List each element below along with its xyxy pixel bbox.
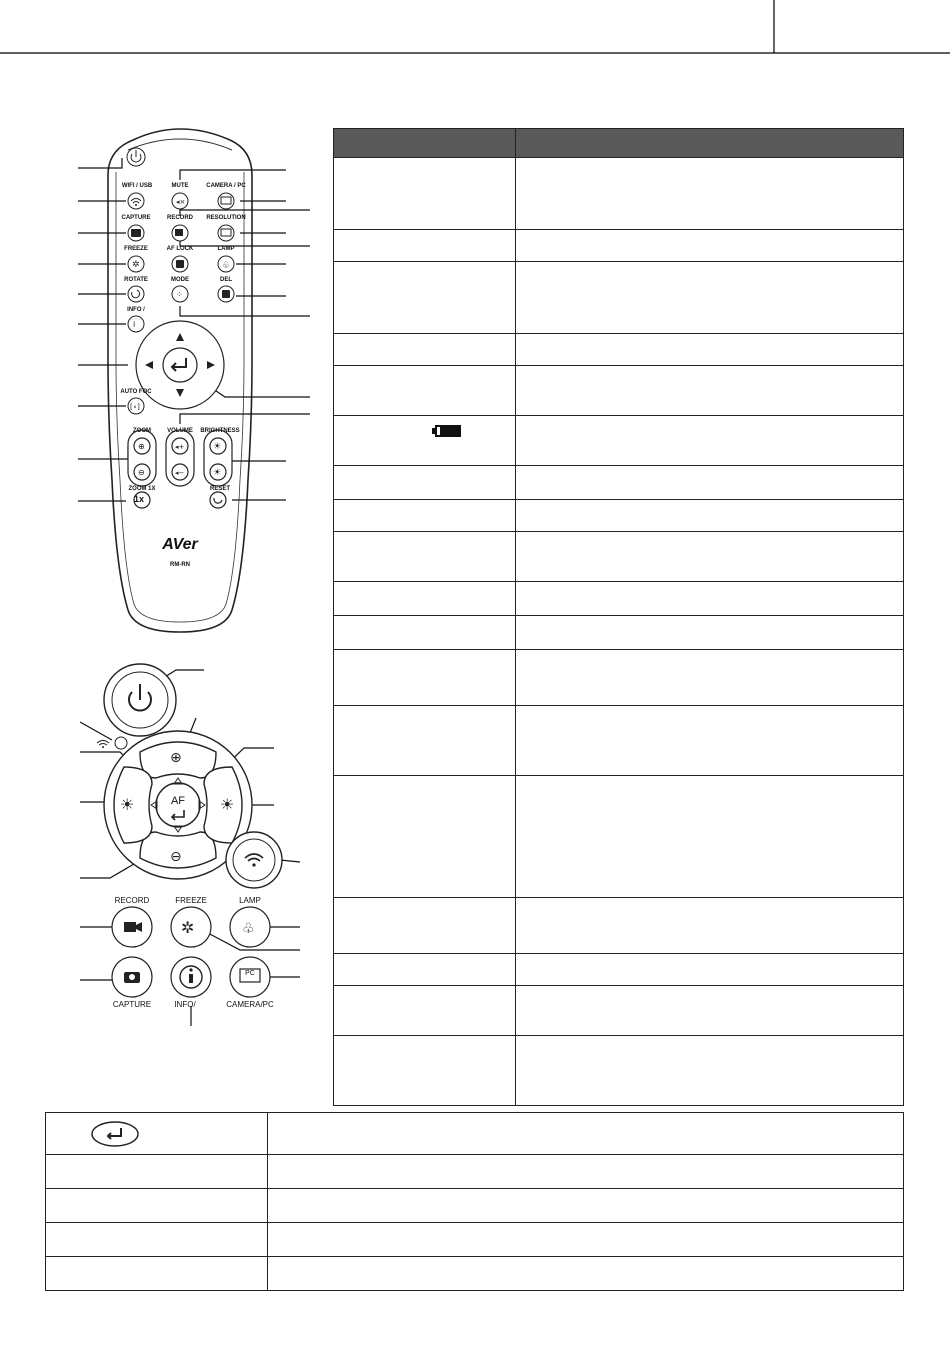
remote-control-diagram	[0, 120, 330, 650]
panel-wifi-button[interactable]	[226, 832, 282, 888]
table-row	[334, 532, 904, 582]
table-row	[334, 616, 904, 650]
remote-label-record: RECORD	[166, 215, 193, 221]
panel-label-freeze: FREEZE	[175, 896, 207, 905]
table-row	[46, 1189, 904, 1223]
svg-text:⊖: ⊖	[170, 849, 182, 865]
table-row	[46, 1223, 904, 1257]
svg-text:⊖: ⊖	[138, 468, 145, 477]
table-row	[334, 1036, 904, 1106]
svg-text:☀: ☀	[120, 795, 135, 814]
enter-icon	[90, 1119, 140, 1149]
table-row	[46, 1155, 904, 1189]
svg-text:i: i	[133, 320, 136, 329]
panel-label-record: RECORD	[114, 896, 150, 905]
panel-label-lamp: LAMP	[239, 896, 261, 905]
svg-text:⁘: ⁘	[176, 290, 183, 299]
panel-label-camera-pc: CAMERA/PC	[226, 1000, 274, 1009]
remote-label-volume: VOLUME	[167, 428, 193, 434]
svg-text:♧: ♧	[242, 921, 255, 937]
battery-icon	[432, 424, 462, 438]
remote-label-reset: RESET	[209, 486, 230, 492]
remote-label-del: DEL	[220, 277, 232, 283]
svg-text:[∘]: [∘]	[130, 403, 140, 411]
remote-label-rotate: ROTATE	[124, 277, 148, 283]
remote-label-lamp: LAMP	[217, 246, 235, 252]
button-function-table	[333, 128, 904, 1106]
svg-text:◂−: ◂−	[175, 469, 185, 477]
table-row	[334, 334, 904, 366]
remote-label-mode: MODE	[171, 277, 189, 283]
svg-text:♧: ♧	[222, 261, 231, 271]
table-row	[334, 650, 904, 706]
svg-text:✲: ✲	[181, 918, 195, 937]
remote-model-label: RM-RN	[170, 562, 190, 568]
remote-label-wifi-usb: WIFI / USB	[121, 183, 153, 189]
svg-text:☀: ☀	[213, 442, 222, 452]
table-row	[334, 954, 904, 986]
panel-af-label: AF	[170, 795, 186, 807]
svg-text:◂×: ◂×	[176, 198, 186, 206]
page-top-rule	[0, 0, 950, 60]
table-row	[334, 262, 904, 334]
table-row	[334, 366, 904, 416]
svg-text:☀: ☀	[220, 795, 235, 814]
table-header-button	[334, 129, 516, 158]
bottom-function-table	[45, 1112, 904, 1291]
remote-label-mute: MUTE	[171, 183, 189, 189]
panel-label-capture: CAPTURE	[112, 1000, 152, 1009]
remote-label-info: INFO /	[127, 307, 145, 313]
remote-label-auto-foc: AUTO FOC	[120, 389, 152, 395]
remote-dpad[interactable]	[136, 321, 224, 409]
table-row	[334, 466, 904, 500]
table-row	[334, 898, 904, 954]
remote-label-capture: CAPTURE	[121, 215, 151, 221]
remote-label-brightness: BRIGHTNESS	[200, 428, 240, 434]
panel-label-info: INFO/	[174, 1000, 196, 1009]
table-row	[334, 230, 904, 262]
table-row	[334, 500, 904, 532]
panel-power-button[interactable]	[104, 664, 176, 736]
remote-label-camera-pc: CAMERA / PC	[206, 183, 246, 189]
remote-one-x-glyph: 1x	[134, 494, 145, 504]
remote-label-zoom-1x: ZOOM 1X	[128, 486, 156, 492]
table-row	[334, 416, 904, 466]
table-row	[46, 1257, 904, 1291]
table-row	[334, 776, 904, 898]
svg-text:✲: ✲	[132, 260, 140, 270]
table-row	[334, 986, 904, 1036]
table-row	[334, 582, 904, 616]
table-row	[334, 706, 904, 776]
svg-text:⊕: ⊕	[138, 442, 145, 451]
svg-text:⊕: ⊕	[170, 750, 182, 766]
remote-label-freeze: FREEZE	[124, 246, 148, 252]
remote-label-af-lock: AF LOCK	[166, 246, 194, 252]
svg-text:◂+: ◂+	[175, 443, 185, 451]
remote-label-resolution: RESOLUTION	[206, 215, 246, 221]
control-panel-diagram	[0, 660, 330, 1030]
table-row	[334, 158, 904, 230]
table-header-function	[515, 129, 903, 158]
remote-power-button[interactable]	[127, 148, 145, 166]
table-row	[46, 1113, 904, 1155]
remote-label-zoom: ZOOM	[133, 428, 151, 434]
panel-pc-label: PC	[245, 970, 255, 977]
svg-text:☀: ☀	[213, 468, 222, 478]
remote-brand-logo: AVer	[162, 536, 198, 553]
